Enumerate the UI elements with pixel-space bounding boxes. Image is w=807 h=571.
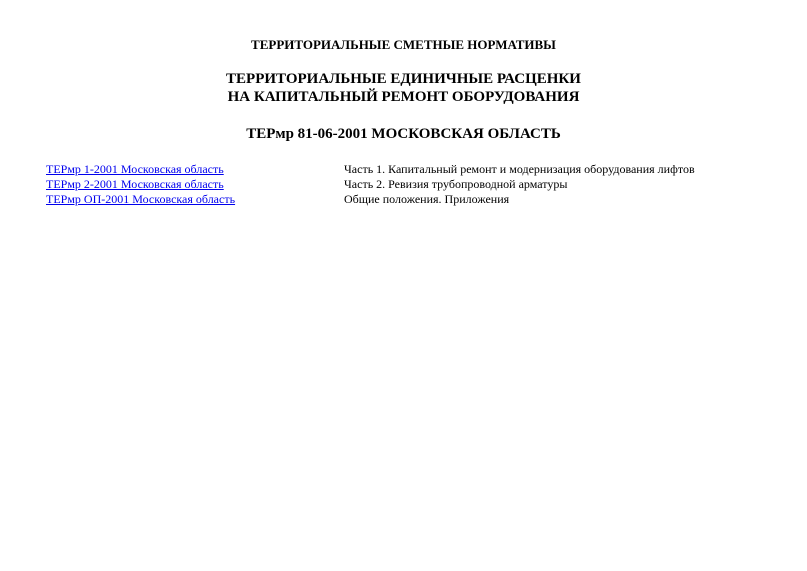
document-description: Часть 1. Капитальный ремонт и модернизация оборудования лифтов	[344, 162, 695, 176]
document-link-part-1[interactable]: ТЕРмр 1-2001 Московская область	[46, 162, 224, 176]
document-description: Часть 2. Ревизия трубопроводной арматуры	[344, 177, 568, 191]
document-title	[0, 70, 807, 106]
document-title-line-1: ТЕРРИТОРИАЛЬНЫЕ ЕДИНИЧНЫЕ РАСЦЕНКИ	[226, 71, 581, 87]
document-row	[46, 192, 766, 207]
document-link-general[interactable]: ТЕРмр ОП-2001 Московская область	[46, 192, 236, 206]
document-title-line-2: НА КАПИТАЛЬНЫЙ РЕМОНТ ОБОРУДОВАНИЯ	[227, 89, 580, 105]
document-description: Общие положения. Приложения	[344, 192, 510, 206]
series-heading: ТЕРРИТОРИАЛЬНЫЕ СМЕТНЫЕ НОРМАТИВЫ	[251, 37, 556, 52]
document-code-heading: ТЕРмр 81-06-2001 МОСКОВСКАЯ ОБЛАСТЬ	[246, 126, 561, 142]
document-row	[46, 177, 766, 192]
document-link-part-2[interactable]: ТЕРмр 2-2001 Московская область	[46, 177, 224, 191]
document-row	[46, 162, 766, 177]
document-list	[46, 162, 766, 207]
